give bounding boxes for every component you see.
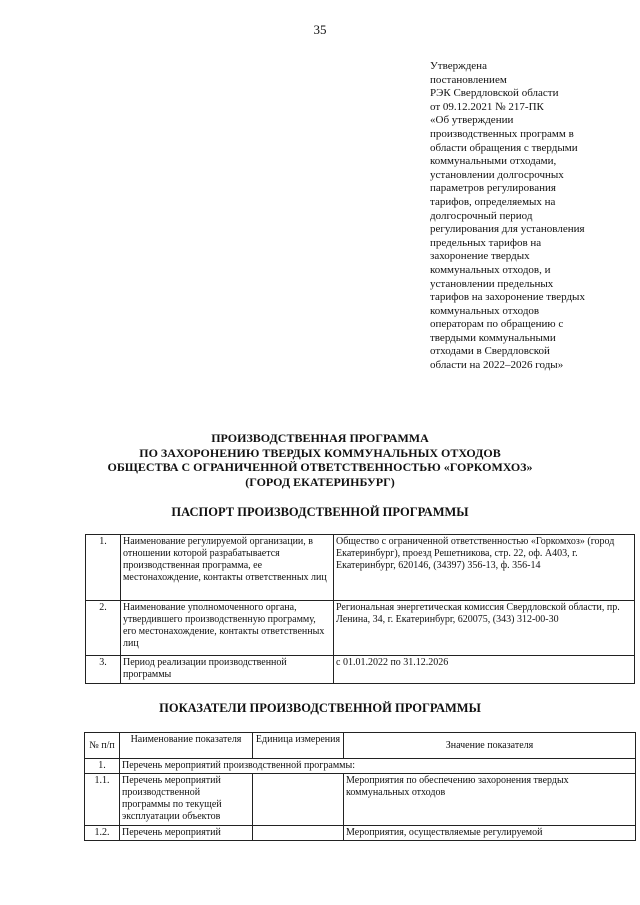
table-row xyxy=(85,826,636,841)
passport-row-number: 2. xyxy=(86,601,121,656)
row-number: 1.1. xyxy=(85,774,120,826)
approval-line: долгосрочный период xyxy=(430,209,533,222)
passport-row-value: Региональная энергетическая комиссия Свердловской области, пр. Ленина, 34, г. Екатеринбург, 620075, (343) 312-00-30 xyxy=(334,601,635,656)
approval-line: постановлением xyxy=(430,73,507,86)
approval-line: тарифов на захоронение твердых xyxy=(430,291,585,304)
passport-row-name: Наименование уполномоченного органа, утвердившего производственную программу, его местонахождение, контакты ответственных лиц xyxy=(121,601,334,656)
approval-line: твердыми коммунальными xyxy=(430,331,556,344)
indicators-group-row xyxy=(85,759,636,774)
passport-row xyxy=(86,656,635,684)
program-title-line: ПО ЗАХОРОНЕНИЮ ТВЕРДЫХ КОММУНАЛЬНЫХ ОТХОДОВ xyxy=(139,445,501,460)
approval-line: тарифов, определяемых на xyxy=(430,195,556,208)
indicators-header-row xyxy=(85,733,636,759)
approval-line: коммунальными отходами, xyxy=(430,155,557,168)
indicators-table xyxy=(84,732,636,841)
passport-row xyxy=(86,535,635,601)
indicators-title: ПОКАЗАТЕЛИ ПРОИЗВОДСТВЕННОЙ ПРОГРАММЫ xyxy=(159,701,481,715)
approval-line: области на 2022–2026 годы» xyxy=(430,359,564,372)
approval-line: параметров регулирования xyxy=(430,182,556,195)
approval-line: отходами в Свердловской xyxy=(430,345,550,358)
group-row-text: Перечень мероприятий производственной программы: xyxy=(120,759,636,774)
program-title-line: ОБЩЕСТВА С ОГРАНИЧЕННОЙ ОТВЕТСТВЕННОСТЬЮ «ГОРКОМХОЗ» xyxy=(107,460,533,474)
header-name: Наименование показателя xyxy=(120,733,253,759)
group-row-number: 1. xyxy=(85,759,120,774)
passport-row-number: 1. xyxy=(86,535,121,601)
row-number: 1.2. xyxy=(85,826,120,841)
approval-line: регулирования для установления xyxy=(430,223,585,236)
header-unit: Единица измерения xyxy=(253,733,344,759)
row-value: Мероприятия по обеспечению захоронения твердых коммунальных отходов xyxy=(344,774,636,826)
approval-line: области обращения с твердыми xyxy=(430,141,578,154)
passport-row-number: 3. xyxy=(86,656,121,684)
header-value: Значение показателя xyxy=(344,733,636,759)
row-unit xyxy=(253,774,344,826)
passport-row-name: Период реализации производственной программы xyxy=(121,656,334,684)
approval-line: производственных программ в xyxy=(430,127,574,140)
approval-block xyxy=(430,60,630,373)
program-title-line: ПРОИЗВОДСТВЕННАЯ ПРОГРАММА xyxy=(211,431,429,445)
approval-line: «Об утверждении xyxy=(430,114,514,127)
program-title xyxy=(0,431,640,489)
passport-row-name: Наименование регулируемой организации, в отношении которой разрабатывается производственная программа, ее местонахождение, контакты ответственных лиц xyxy=(121,535,334,601)
passport-row-value: Общество с ограниченной ответственностью «Горкомхоз» (город Екатеринбург), проезд Решетникова, стр. 22, оф. А403, г. Екатеринбург, 620146, (34397) 356-13, ф. 356-14 xyxy=(334,535,635,601)
approval-line: коммунальных отходов, и xyxy=(430,263,551,276)
row-value: Мероприятия, осуществляемые регулируемой xyxy=(344,826,636,841)
approval-line: установлении долгосрочных xyxy=(430,168,564,181)
approval-line: Утверждена xyxy=(430,60,487,72)
approval-line: предельных тарифов на xyxy=(430,236,542,249)
row-unit xyxy=(253,826,344,841)
header-number: № п/п xyxy=(85,733,120,759)
program-title-line: (ГОРОД ЕКАТЕРИНБУРГ) xyxy=(245,474,395,489)
approval-line: от 09.12.2021 № 217-ПК xyxy=(430,100,544,113)
row-name: Перечень мероприятий производственной программы по текущей эксплуатации объектов xyxy=(120,774,253,826)
passport-table xyxy=(85,534,635,684)
approval-line: захоронение твердых xyxy=(430,250,530,263)
approval-line: РЭК Свердловской области xyxy=(430,87,559,100)
row-name: Перечень мероприятий xyxy=(120,826,253,841)
approval-line: коммунальных отходов xyxy=(430,304,540,317)
approval-line: операторам по обращению с xyxy=(430,318,564,331)
passport-title: ПАСПОРТ ПРОИЗВОДСТВЕННОЙ ПРОГРАММЫ xyxy=(171,505,469,519)
table-row xyxy=(85,774,636,826)
passport-row-value: с 01.01.2022 по 31.12.2026 xyxy=(334,656,635,684)
page-number: 35 xyxy=(313,22,327,37)
approval-line: установлении предельных xyxy=(430,277,554,290)
passport-row xyxy=(86,601,635,656)
